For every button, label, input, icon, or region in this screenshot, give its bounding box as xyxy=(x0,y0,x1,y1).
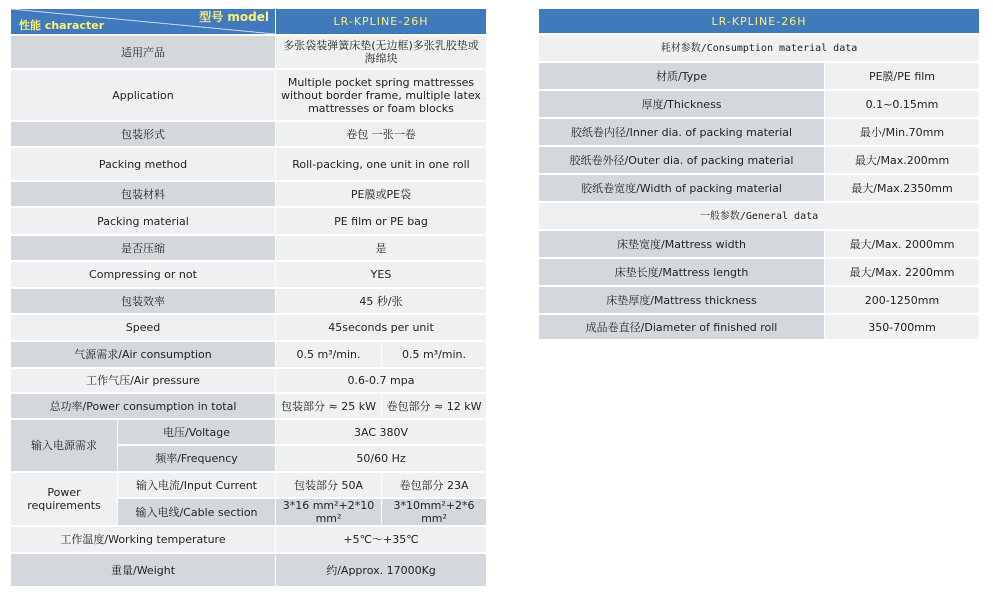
weight-value: 约/Approx. 17000Kg xyxy=(276,554,487,588)
power-req-label: Power requirements xyxy=(11,473,118,527)
power-value-2: 卷包部分 ≈ 12 kW xyxy=(382,394,487,420)
cable-value-1: 3*16 mm²+2*10 mm² xyxy=(276,499,382,527)
right-row-value: 200-1250mm xyxy=(825,287,980,315)
section-consumption: 耗材参数/Consumption material data xyxy=(539,35,980,63)
speed-value: 45seconds per unit xyxy=(276,315,487,342)
weight-label: 重量/Weight xyxy=(11,554,276,588)
power-value-1: 包装部分 ≈ 25 kW xyxy=(276,394,382,420)
right-row-label: 胶纸卷宽度/Width of packing material xyxy=(539,175,825,203)
right-row-value: 最大/Max. 2000mm xyxy=(825,231,980,259)
right-row-label: 厚度/Thickness xyxy=(539,91,825,119)
right-row-label: 床垫宽度/Mattress width xyxy=(539,231,825,259)
left-model-header: LR-KPLINE-26H xyxy=(276,9,487,36)
input-group-label: 输入电源需求 xyxy=(11,420,118,473)
mat-cn-value: PE膜或PE袋 xyxy=(276,182,487,208)
press-label: 工作气压/Air pressure xyxy=(11,369,276,394)
voltage-label: 电压/Voltage xyxy=(118,420,276,446)
pack-en-label: Packing method xyxy=(11,148,276,182)
pack-cn-value: 卷包 一张一卷 xyxy=(276,122,487,148)
right-spec-table xyxy=(539,9,980,341)
temp-label: 工作温度/Working temperature xyxy=(11,527,276,554)
air-label: 气源需求/Air consumption xyxy=(11,342,276,369)
header-diagonal-cell xyxy=(11,9,276,36)
comp-cn-value: 是 xyxy=(276,236,487,262)
right-row-label: 床垫长度/Mattress length xyxy=(539,259,825,287)
right-row-label: 胶纸卷内径/Inner dia. of packing material xyxy=(539,119,825,147)
eff-cn-value: 45 秒/张 xyxy=(276,289,487,315)
left-spec-table xyxy=(11,9,487,588)
right-row-value: 最大/Max.200mm xyxy=(825,147,980,175)
pack-cn-label: 包装形式 xyxy=(11,122,276,148)
cable-value-2: 3*10mm²+2*6 mm² xyxy=(382,499,487,527)
right-row-value: PE膜/PE film xyxy=(825,63,980,91)
mat-en-label: Packing material xyxy=(11,208,276,236)
air-value-2: 0.5 m³/min. xyxy=(382,342,487,369)
right-model-header: LR-KPLINE-26H xyxy=(539,9,980,35)
right-row-value: 最小/Min.70mm xyxy=(825,119,980,147)
speed-label: Speed xyxy=(11,315,276,342)
comp-cn-label: 是否压缩 xyxy=(11,236,276,262)
right-row-value: 0.1~0.15mm xyxy=(825,91,980,119)
voltage-value: 3AC 380V xyxy=(276,420,487,446)
comp-en-value: YES xyxy=(276,262,487,289)
section-general: 一般参数/General data xyxy=(539,203,980,231)
eff-cn-label: 包装效率 xyxy=(11,289,276,315)
mat-cn-label: 包装材料 xyxy=(11,182,276,208)
pack-en-value: Roll-packing, one unit in one roll xyxy=(276,148,487,182)
right-row-label: 成品卷直径/Diameter of finished roll xyxy=(539,315,825,341)
current-label: 输入电流/Input Current xyxy=(118,473,276,499)
power-label: 总功率/Power consumption in total xyxy=(11,394,276,420)
freq-value: 50/60 Hz xyxy=(276,446,487,473)
right-row-label: 胶纸卷外径/Outer dia. of packing material xyxy=(539,147,825,175)
right-row-label: 床垫厚度/Mattress thickness xyxy=(539,287,825,315)
cable-label: 输入电线/Cable section xyxy=(118,499,276,527)
press-value: 0.6-0.7 mpa xyxy=(276,369,487,394)
freq-label: 频率/Frequency xyxy=(118,446,276,473)
app-cn-label: 适用产品 xyxy=(11,36,276,70)
air-value-1: 0.5 m³/min. xyxy=(276,342,382,369)
app-cn-value: 多张袋装弹簧床垫(无边框)多张乳胶垫或海绵块 xyxy=(276,36,487,70)
right-row-label: 材质/Type xyxy=(539,63,825,91)
header-model-label: 型号 model xyxy=(199,10,269,24)
app-en-label: Application xyxy=(11,70,276,122)
current-value-1: 包装部分 50A xyxy=(276,473,382,499)
header-character-label: 性能 character xyxy=(19,19,105,32)
right-row-value: 350-700mm xyxy=(825,315,980,341)
right-row-value: 最大/Max. 2200mm xyxy=(825,259,980,287)
comp-en-label: Compressing or not xyxy=(11,262,276,289)
current-value-2: 卷包部分 23A xyxy=(382,473,487,499)
right-row-value: 最大/Max.2350mm xyxy=(825,175,980,203)
temp-value: +5℃～+35℃ xyxy=(276,527,487,554)
app-en-value: Multiple pocket spring mattresses without border frame, multiple latex mattresses or foam blocks xyxy=(276,70,487,122)
mat-en-value: PE film or PE bag xyxy=(276,208,487,236)
